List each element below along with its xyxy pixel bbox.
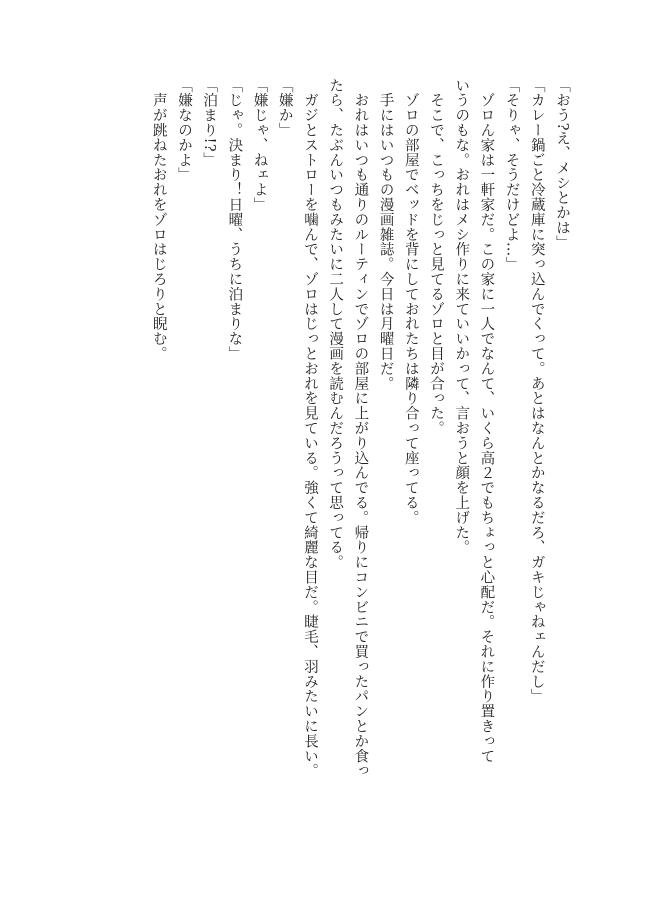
text-line: ゾロの部屋でベッドを背にしておれたちは隣り合って座ってる。	[402, 78, 419, 525]
text-line: たら、たぶんいつもみたいに二人して漫画を読むんだろうって思ってる。	[327, 78, 344, 570]
text-line: おれはいつも通りのルーティンでゾロの部屋に上がり込んでる。帰りにコンビニで買ったパンとか食っ	[352, 78, 369, 779]
text-line: 手にはいつもの漫画雑誌。今日は月曜日だ。	[377, 78, 394, 391]
text-line: そこで、こっちをじっと見てるゾロと目が合った。	[427, 78, 444, 436]
text-line: 「カレー鍋ごと冷蔵庫に突っ込んでくって。あとはなんとかなるだろ、ガキじゃねェんだし」	[528, 78, 545, 704]
text-line: 「嫌か」	[276, 78, 293, 138]
text-line: 「そりゃ、そうだけどよ…」	[503, 78, 520, 272]
text-line: 「嫌じゃ、ねェよ」	[251, 78, 268, 213]
vertical-text-body	[146, 78, 574, 828]
text-line: 「泊まり!?」	[201, 78, 218, 167]
text-line: 「おう?え、メシとかは」	[554, 78, 570, 251]
text-line: 声が跳ねたおれをゾロはじろりと睨む。	[150, 78, 167, 362]
text-line: ガジとストローを噛んで、ゾロはじっとおれを見ている。強くて綺麗な目だ。睫毛、羽みたいに長い。	[301, 78, 318, 779]
text-line: 「嫌なのかよ」	[175, 78, 192, 183]
text-line: 「じゃ。決まり！日曜、うちに泊まりな」	[226, 78, 243, 362]
text-line: いうのもな。おれはメシ作りに来ていいかって、言おうと顔を上げた。	[453, 78, 470, 555]
text-line: ゾロん家は一軒家だ。この家に一人でなんて、いくら高２でもちょっと心配だ。それに作り置きって	[478, 78, 495, 764]
